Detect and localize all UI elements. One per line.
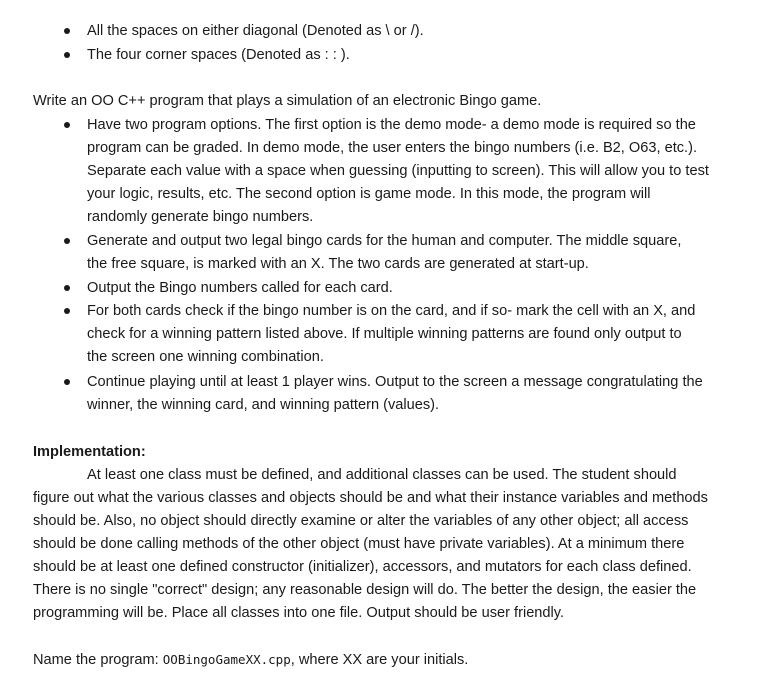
bullet-marker [64, 308, 70, 314]
implementation-line: should be at least one defined constructor (initializer), accessors, and mutators for each class defined. [33, 559, 692, 575]
program-name-prefix: Name the program: [33, 652, 163, 668]
req2-line: the free square, is marked with an X. The two cards are generated at start-up. [87, 256, 589, 272]
implementation-line: should be done calling methods of the other object (must have private variables). At a minimum there [33, 536, 685, 552]
bullet-marker [64, 52, 70, 58]
bullet-marker [64, 285, 70, 291]
implementation-line: programming will be. Place all classes into one file. Output should be user friendly. [33, 605, 565, 621]
bullet-marker [64, 238, 70, 244]
req4-line: the screen one winning combination. [87, 349, 324, 365]
bullet-marker [64, 122, 70, 128]
criteria-corners: The four corner spaces (Denoted as : : ). [87, 47, 350, 63]
intro-text: Write an OO C++ program that plays a simulation of an electronic Bingo game. [33, 93, 542, 109]
criteria-diagonals: All the spaces on either diagonal (Denoted as \ or /). [87, 23, 424, 39]
req1-line: your logic, results, etc. The second option is game mode. In this mode, the program will [87, 186, 651, 202]
implementation-heading: Implementation: [33, 444, 146, 460]
implementation-line: At least one class must be defined, and additional classes can be used. The student should [87, 467, 677, 483]
req1-line: program can be graded. In demo mode, the user enters the bingo numbers (i.e. B2, O63, etc.). [87, 140, 698, 156]
program-name-suffix: , where XX are your initials. [290, 652, 469, 668]
bullet-marker [64, 28, 70, 34]
req1-line: randomly generate bingo numbers. [87, 209, 314, 225]
req4-line: check for a winning pattern listed above. If multiple winning patterns are found only output to [87, 326, 682, 342]
implementation-line: should be. Also, no object should directly examine or alter the variables of any other object; all access [33, 513, 689, 529]
req5-line: Continue playing until at least 1 player wins. Output to the screen a message congratulating the [87, 374, 703, 390]
program-filename: OOBingoGameXX.cpp [162, 652, 291, 667]
req1-line: Have two program options. The first option is the demo mode- a demo mode is required so the [87, 117, 696, 133]
implementation-line: There is no single "correct" design; any reasonable design will do. The better the design, the easier the [33, 582, 697, 598]
implementation-line: figure out what the various classes and objects should be and what their instance variables and methods [33, 490, 708, 506]
program-name-line [33, 650, 468, 670]
req4-line: For both cards check if the bingo number is on the card, and if so- mark the cell with an X, and [87, 303, 696, 319]
req5-line: winner, the winning card, and winning pattern (values). [87, 397, 440, 413]
bullet-marker [64, 379, 70, 385]
req1-line: Separate each value with a space when guessing (inputting to screen). This will allow you to test [87, 163, 709, 179]
req3-line: Output the Bingo numbers called for each card. [87, 280, 393, 296]
req2-line: Generate and output two legal bingo cards for the human and computer. The middle square, [87, 233, 682, 249]
